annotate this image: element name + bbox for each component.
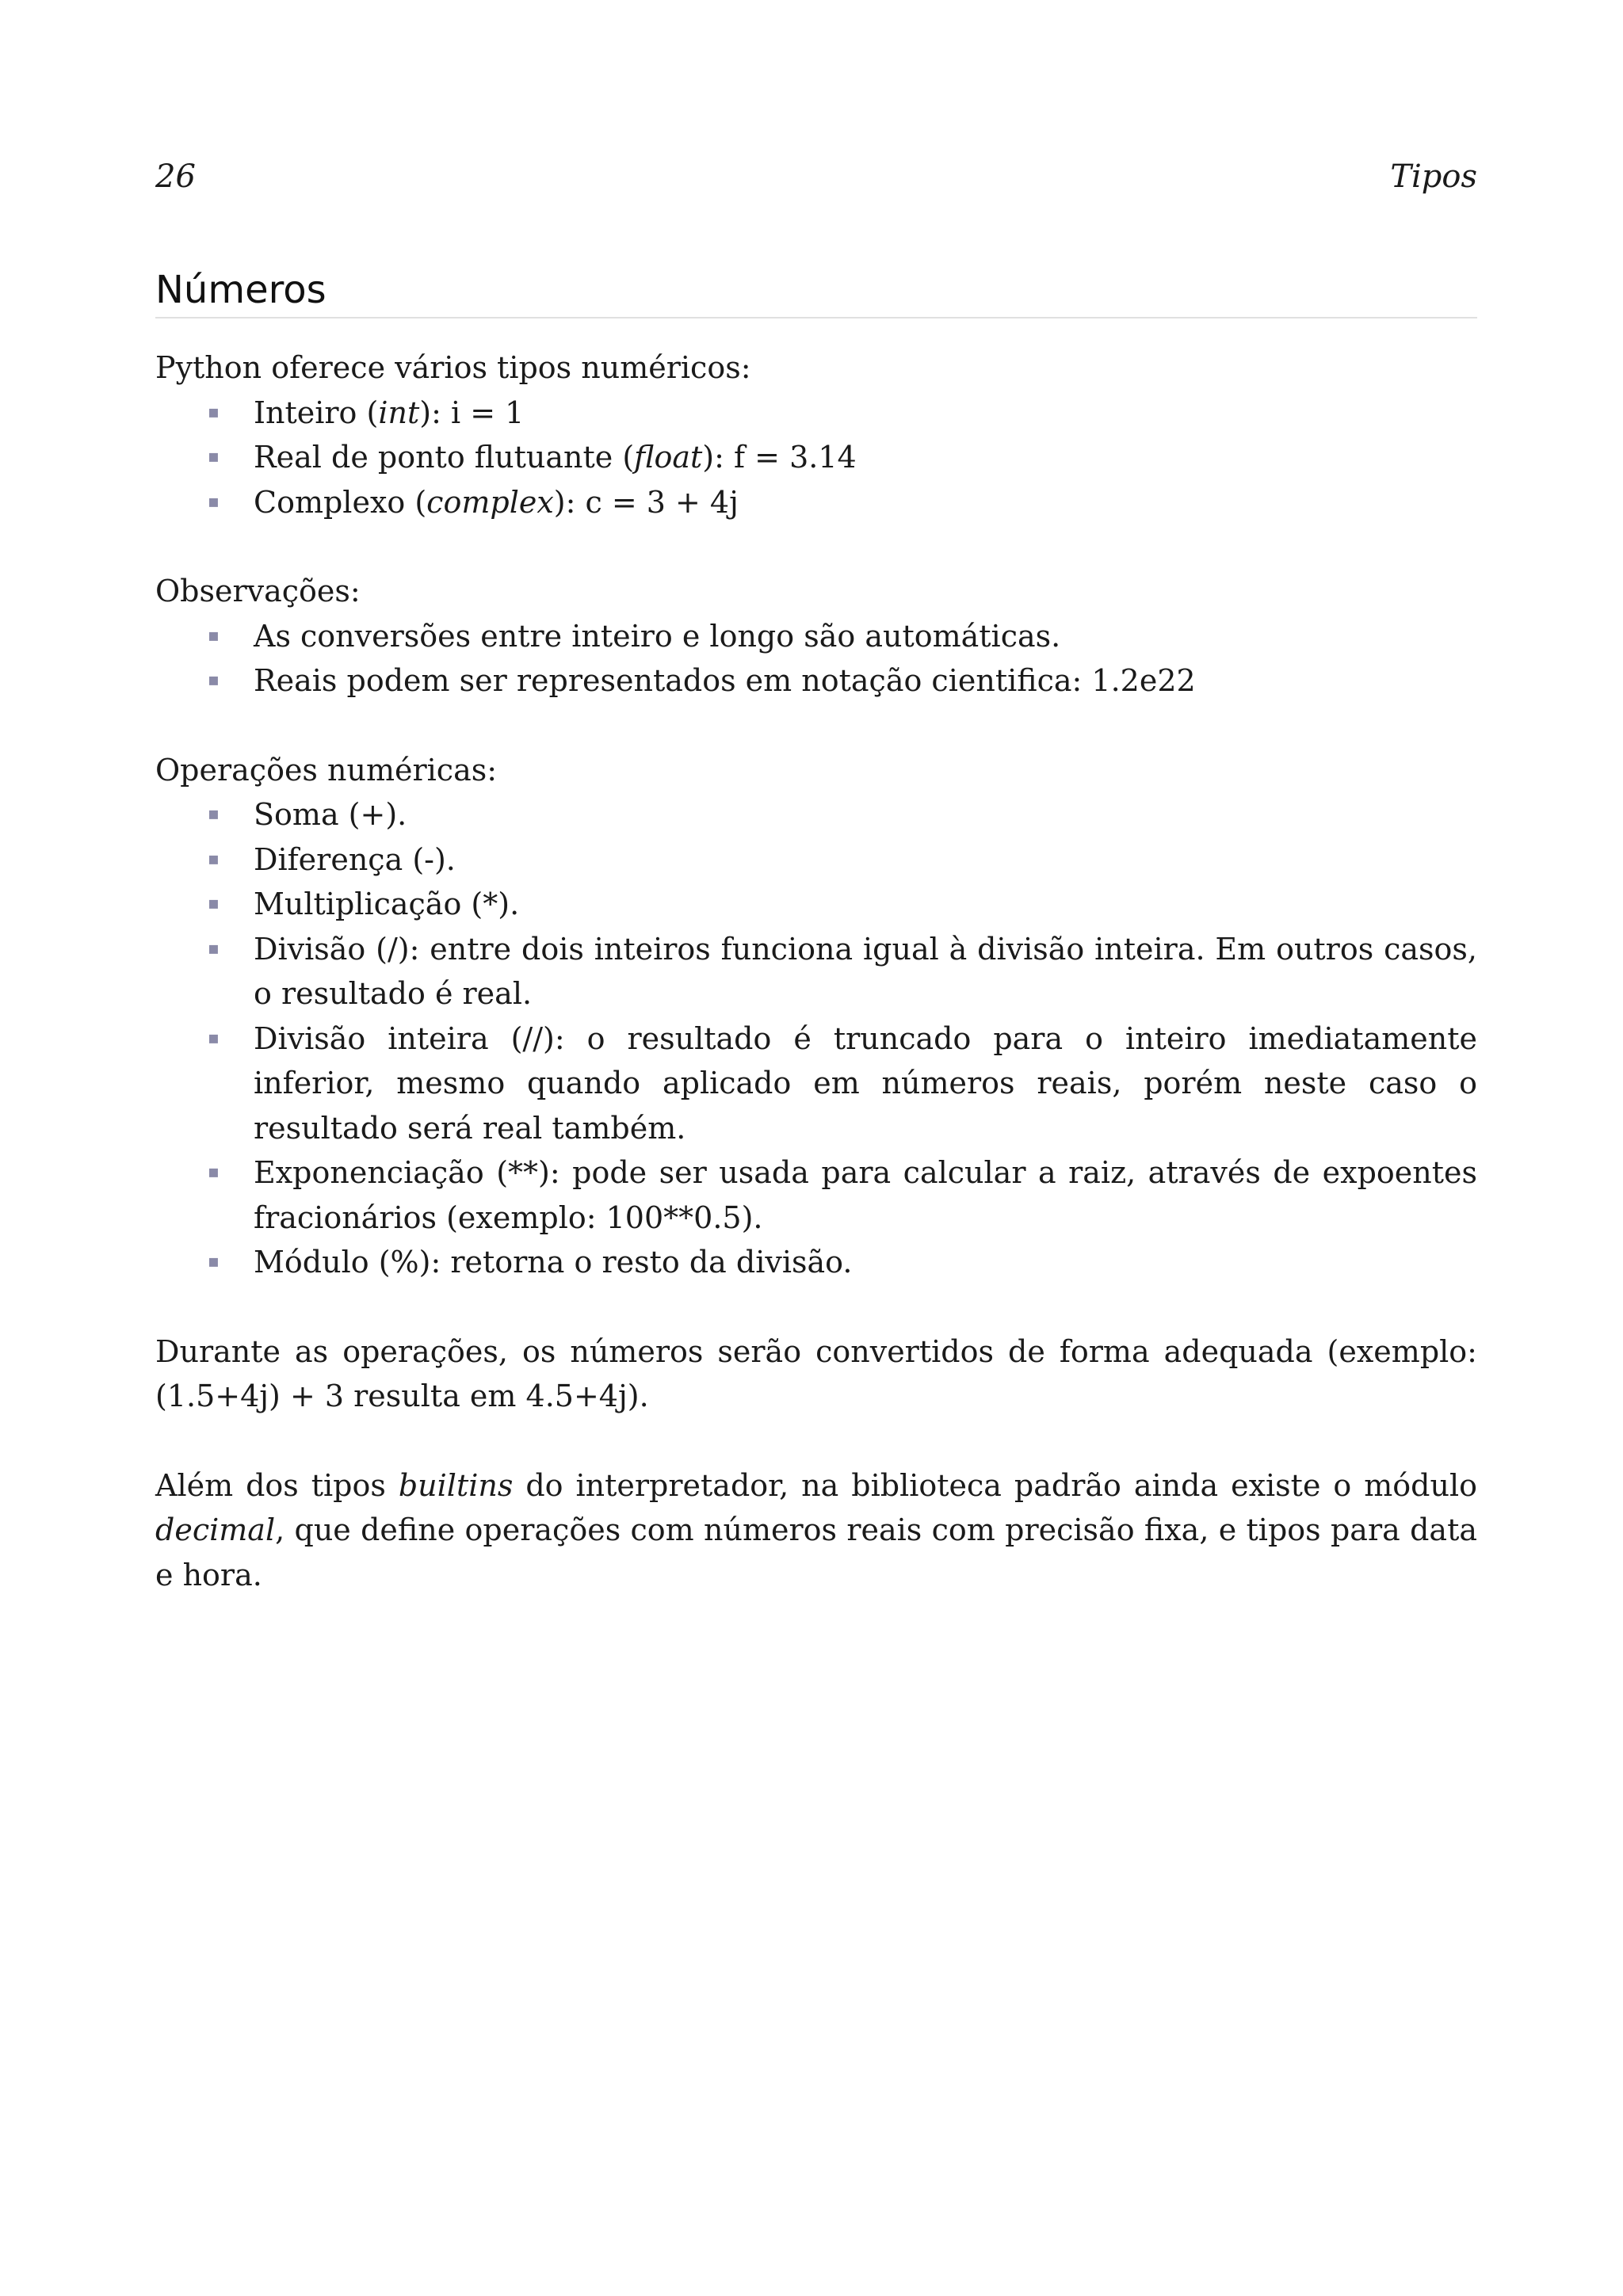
bullet-icon: ▪	[208, 491, 220, 512]
operations-list	[155, 792, 1477, 1285]
bullet-icon: ▪	[208, 894, 220, 913]
conversion-paragraph: Durante as operações, os números serão convertidos de forma adequada (exemplo: (1.5+4j) + 3 resulta em 4.5+4j).	[155, 1333, 1477, 1413]
list-item: ▪ Inteiro (int): i = 1	[155, 391, 1477, 436]
page-number: 26	[155, 158, 196, 195]
section-heading: Números	[155, 268, 1477, 318]
bullet-icon: ▪	[208, 402, 220, 422]
list-item: ▪ Diferença (-).	[155, 837, 1477, 883]
bullet-icon: ▪	[208, 1028, 220, 1048]
list-item: ▪ Divisão (/): entre dois inteiros funciona igual à divisão inteira. Em outros casos, o resultado é real.	[155, 927, 1477, 1016]
list-item: ▪ As conversões entre inteiro e longo são automáticas.	[155, 614, 1477, 659]
intro-paragraph: Python oferece vários tipos numéricos:	[155, 350, 751, 385]
list-item: ▪ Soma (+).	[155, 792, 1477, 837]
bullet-icon: ▪	[208, 447, 220, 467]
bullet-icon: ▪	[208, 625, 220, 646]
list-item: ▪ Complexo (complex): c = 3 + 4j	[155, 480, 1477, 525]
observations-list	[155, 614, 1477, 704]
bullet-icon: ▪	[208, 849, 220, 869]
chapter-title: Tipos	[1390, 158, 1477, 195]
list-item: ▪ Módulo (%): retorna o resto da divisão.	[155, 1240, 1477, 1285]
bullet-icon: ▪	[208, 1252, 220, 1272]
list-item: ▪ Exponenciação (**): pode ser usada para calcular a raiz, através de expoentes fracionários (exemplo: 100**0.5).	[155, 1150, 1477, 1240]
list-item: ▪ Reais podem ser representados em notação cientifica: 1.2e22	[155, 658, 1477, 704]
bullet-icon: ▪	[208, 1162, 220, 1182]
running-header	[155, 158, 1477, 206]
list-item: ▪ Multiplicação (*).	[155, 882, 1477, 927]
builtins-paragraph: Além dos tipos builtins do interpretador, na biblioteca padrão ainda existe o módulo decimal, que define operações com números reais com precisão fixa, e tipos para data e hora.	[155, 1467, 1477, 1592]
list-item: ▪ Divisão inteira (//): o resultado é truncado para o inteiro imediatamente inferior, mesmo quando aplicado em números reais, porém neste caso o resultado será real também.	[155, 1016, 1477, 1151]
bullet-icon: ▪	[208, 938, 220, 959]
operations-label: Operações numéricas:	[155, 752, 498, 788]
bullet-icon: ▪	[208, 804, 220, 824]
bullet-icon: ▪	[208, 670, 220, 690]
numeric-types-list	[155, 391, 1477, 525]
observations-label: Observações:	[155, 574, 361, 608]
list-item: ▪ Real de ponto flutuante (float): f = 3.14	[155, 435, 1477, 480]
section-body	[155, 345, 1477, 1597]
